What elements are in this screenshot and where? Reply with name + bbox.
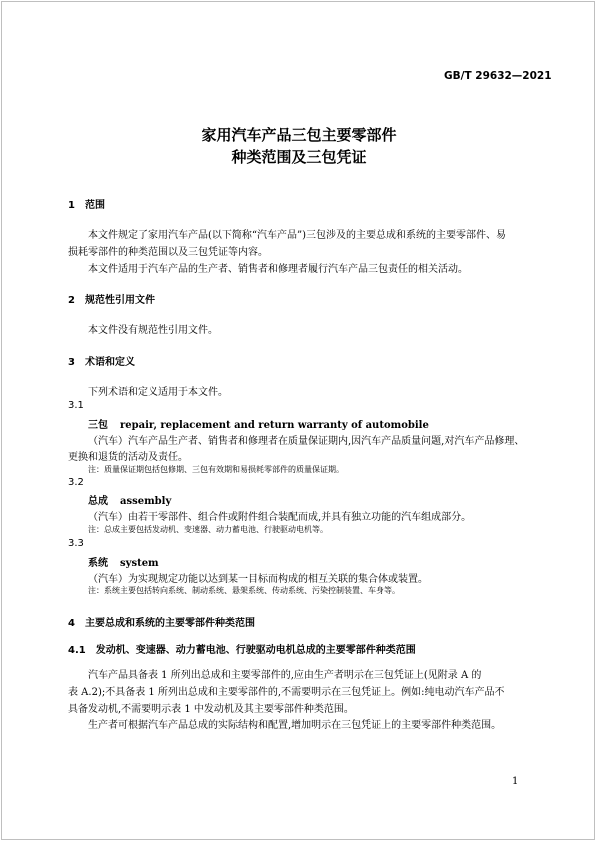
section-2-paragraph: 本文件没有规范性引用文件。 [88,325,218,336]
section-4-1-paragraph-2: 生产者可根据汽车产品总成的实际结构和配置,增加明示在三包凭证上的主要零部件种类范围。 [88,720,502,731]
document-title-line2: 种类范围及三包凭证 [231,148,367,166]
term-3-3-chinese: 系统 [88,558,108,569]
section-3-heading: 3 术语和定义 [68,357,135,368]
term-3-1-definition-line-1: （汽车）汽车产品生产者、销售者和修理者在质量保证期内,因汽车产品质量问题,对汽车产品修理、 [88,436,525,447]
section-3-intro: 下列术语和定义适用于本文件。 [88,387,228,398]
section-4-1-paragraph-1-line-2: 表 A.2);不具备表 1 所列出总成和主要零部件的,不需要明示在三包凭证上。例如:纯电动汽车产品不 [68,687,505,698]
standard-number: GB/T 29632—2021 [444,70,552,82]
term-3-3-english: system [120,558,159,569]
section-4-heading: 4 主要总成和系统的主要零部件种类范围 [68,618,255,629]
term-3-2-number: 3.2 [68,477,84,488]
section-1-heading: 1 范围 [68,200,105,211]
term-3-3-note: 注：系统主要包括转向系统、制动系统、悬架系统、传动系统、污染控制装置、车身等。 [88,586,400,595]
section-1-paragraph-1-line-1: 本文件规定了家用汽车产品(以下简称“汽车产品”)三包涉及的主要总成和系统的主要零部件、易 [88,230,507,241]
section-2-heading: 2 规范性引用文件 [68,295,155,306]
section-4-1-heading: 4.1 发动机、变速器、动力蓄电池、行驶驱动电机总成的主要零部件种类范围 [68,645,416,656]
section-1-paragraph-1-line-2: 损耗零部件的种类范围以及三包凭证等内容。 [68,247,268,258]
term-3-1-chinese: 三包 [88,420,108,431]
term-3-2-chinese: 总成 [88,496,108,507]
section-4-1-paragraph-1-line-1: 汽车产品具备表 1 所列出总成和主要零部件的,应由生产者明示在三包凭证上(见附录 A 的 [88,670,482,681]
term-3-3-heading [88,554,159,569]
term-3-1-number: 3.1 [68,400,84,411]
term-3-2-definition: （汽车）由若干零部件、组合件或附件组合装配而成,并具有独立功能的汽车组成部分。 [88,512,472,523]
document-title-line1: 家用汽车产品三包主要零部件 [201,126,397,144]
term-3-3-definition: （汽车）为实现规定功能以达到某一目标而构成的相互关联的集合体或装置。 [88,574,428,585]
term-3-1-heading [88,416,429,431]
term-3-1-english: repair, replacement and return warranty of automobile [120,420,429,431]
term-3-3-number: 3.3 [68,538,84,549]
page-number: 1 [512,776,519,787]
section-1-paragraph-2: 本文件适用于汽车产品的生产者、销售者和修理者履行汽车产品三包责任的相关活动。 [88,264,468,275]
term-3-1-note: 注：质量保证期包括包修期、三包有效期和易损耗零部件的质量保证期。 [88,465,344,474]
term-3-2-english: assembly [120,496,172,507]
term-3-2-note: 注：总成主要包括发动机、变速器、动力蓄电池、行驶驱动电机等。 [88,525,328,534]
term-3-2-heading [88,492,171,507]
section-4-1-paragraph-1-line-3: 具备发动机,不需要明示表 1 中发动机及其主要零部件种类范围。 [68,704,354,715]
term-3-1-definition-line-2: 更换和退货的活动及责任。 [68,452,188,463]
